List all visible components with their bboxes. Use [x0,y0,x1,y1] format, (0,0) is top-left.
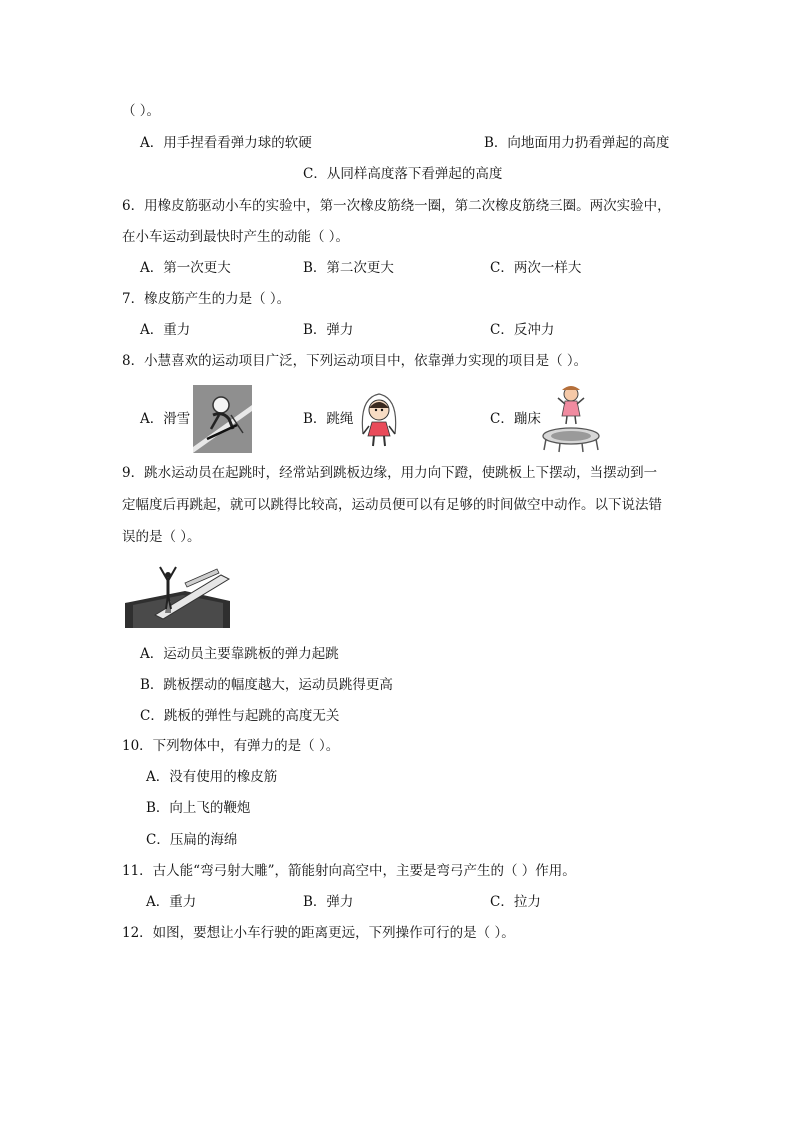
q9-option-a: A．运动员主要靠跳板的弹力起跳 [140,646,339,662]
q11-stem: 11．古人能“弯弓射大雕”，箭能射向高空中，主要是弯弓产生的（ ）作用。 [122,863,576,879]
q9-stem-line1: 9．跳水运动员在起跳时，经常站到跳板边缘，用力向下蹬，使跳板上下摆动，当摆动到一 [122,465,658,481]
q9-stem-line2: 定幅度后再跳起，就可以跳得比较高，运动员便可以有足够的时间做空中动作。以下说法错 [122,497,662,513]
skiing-picture [193,385,252,453]
q6-option-b: B．第二次更大 [303,260,394,276]
q10-option-b: B．向上飞的鞭炮 [146,800,251,816]
q5-option-c: C．从同样高度落下看弹起的高度 [303,166,503,182]
rope-skipping-picture [357,390,401,452]
q8-option-c: C．蹦床 [490,411,541,427]
q7-stem: 7．橡皮筋产生的力是（ ）。 [122,291,291,307]
q6-option-a: A．第一次更大 [140,260,231,276]
trampoline-picture [540,384,603,454]
q7-option-c: C．反冲力 [490,322,555,338]
q8-stem: 8．小慧喜欢的运动项目广泛，下列运动项目中，依靠弹力实现的项目是（ ）。 [122,353,588,369]
diving-board-picture [125,561,230,628]
q8-option-b: B．跳绳 [303,411,354,427]
q6-stem-line2: 在小车运动到最快时产生的动能（ ）。 [122,229,350,245]
q7-option-a: A．重力 [140,322,191,338]
q5-stem-tail: （ ）。 [122,103,161,119]
q9-stem-line3: 误的是（ ）。 [122,529,201,545]
q9-option-b: B．跳板摆动的幅度越大，运动员跳得更高 [140,677,393,693]
q11-option-b: B．弹力 [303,894,354,910]
q11-option-c: C．拉力 [490,894,541,910]
q6-option-c: C．两次一样大 [490,260,582,276]
q5-option-b: B．向地面用力扔看弹起的高度 [484,135,670,151]
q9-option-c: C．跳板的弹性与起跳的高度无关 [140,708,340,724]
q5-option-a: A．用手捏看看弹力球的软硬 [140,135,312,151]
q10-option-a: A．没有使用的橡皮筋 [146,769,278,785]
q8-option-a: A．滑雪 [140,411,191,427]
q10-stem: 10．下列物体中，有弹力的是（ ）。 [122,738,340,754]
q7-option-b: B．弹力 [303,322,354,338]
q12-stem: 12．如图，要想让小车行驶的距离更远，下列操作可行的是（ ）。 [122,925,515,941]
q11-option-a: A．重力 [146,894,197,910]
q6-stem-line1: 6．用橡皮筋驱动小车的实验中，第一次橡皮筋绕一圈，第二次橡皮筋绕三圈。两次实验中， [122,198,671,214]
q10-option-c: C．压扁的海绵 [146,832,238,848]
